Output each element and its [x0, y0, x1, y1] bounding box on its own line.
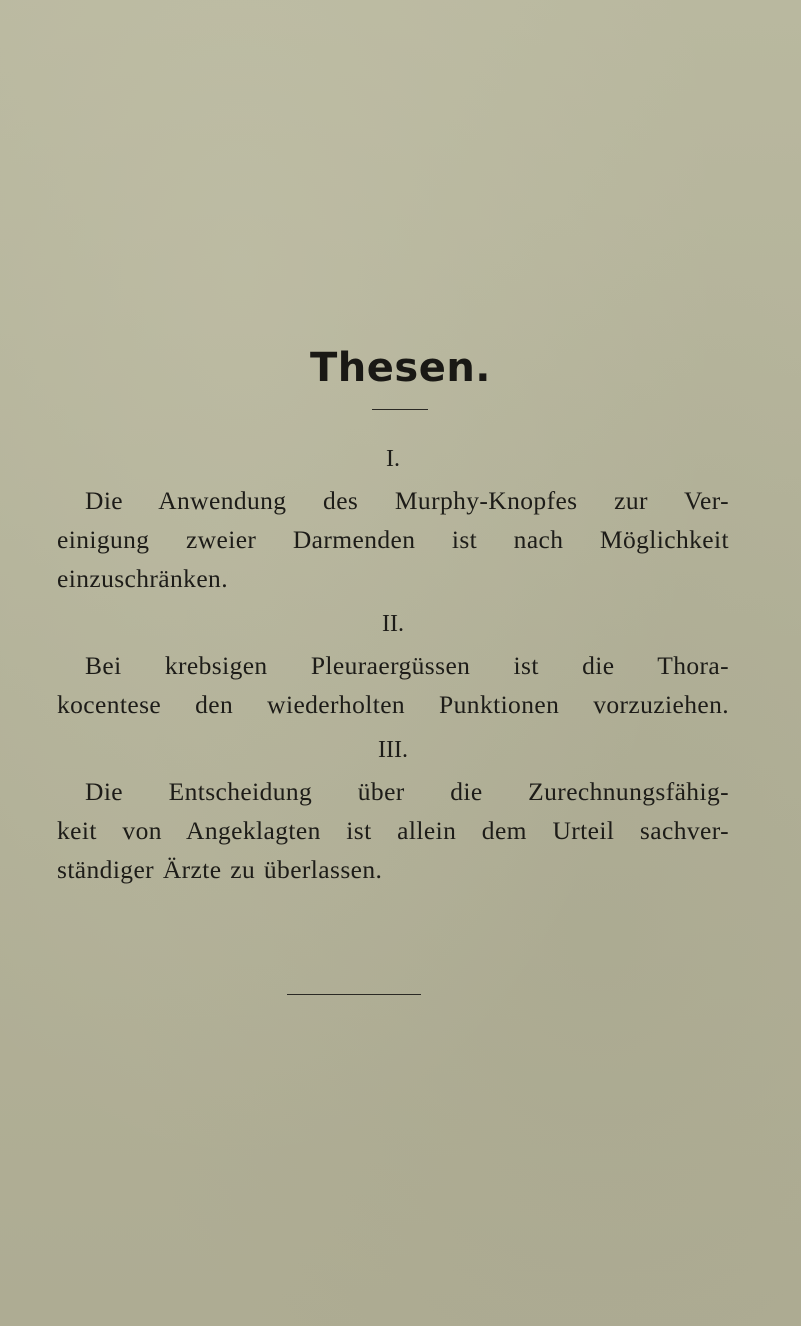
thesis-line: einzuschränken. — [57, 564, 228, 593]
thesis-line: keit von Angeklagten ist allein dem Urteil sachver- — [57, 816, 729, 845]
thesis-line: kocentese den wiederholten Punktionen vorzuziehen. — [57, 690, 729, 719]
thesis-line: Die Entscheidung über die Zurechnungsfähig- — [85, 777, 729, 806]
thesis-numeral: I. — [386, 446, 400, 472]
thesis-text — [57, 646, 729, 724]
page-title: Thesen. — [310, 345, 491, 391]
thesis-text — [57, 772, 729, 889]
thesis-item — [57, 610, 729, 724]
thesis-numeral: III. — [378, 737, 408, 763]
thesis-item — [57, 445, 729, 598]
thesis-numeral: II. — [382, 611, 404, 637]
thesis-line: einigung zweier Darmenden ist nach Möglichkeit — [57, 525, 729, 554]
thesis-line: Bei krebsigen Pleuraergüssen ist die Thora- — [85, 651, 729, 680]
title-divider — [372, 409, 428, 410]
closing-divider — [287, 994, 421, 995]
theses-list — [57, 445, 729, 901]
thesis-line: Die Anwendung des Murphy-Knopfes zur Ver- — [85, 486, 729, 515]
thesis-text — [57, 481, 729, 598]
thesis-item — [57, 736, 729, 889]
thesis-line: ständiger Ärzte zu überlassen. — [57, 855, 383, 884]
